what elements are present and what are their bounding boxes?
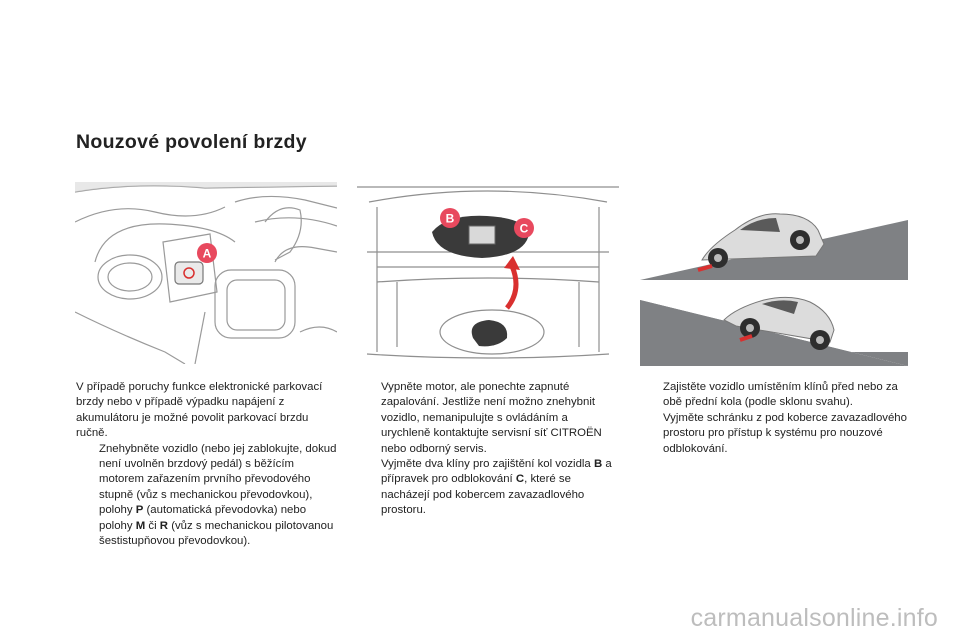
label-b-badge: B [445,211,455,226]
column-2 [358,380,620,519]
label-c-badge: C [519,221,529,236]
slope-illustration [640,190,908,366]
column-1 [76,380,338,549]
label-a-badge: A [202,246,212,261]
bullet-secure-vehicle: Zajistěte vozidlo umístěním klínů před nebo za obě přední kola (podle sklonu svahu). [663,381,898,409]
console-illustration [75,182,337,364]
column-3 [640,380,910,457]
watermark: carmanualsonline.info [690,604,938,632]
trunk-illustration [357,182,619,364]
bullet-engine-off: Vypněte motor, ale ponechte zapnuté zapalování. Jestliže není možno znehybnit vozidlo, nemanipulujte s ovládáním a urychleně kontaktujte servisní síť CITROËN nebo odborný servis. [381,381,602,455]
bullet-remove-chocks: Vyjměte dva klíny pro zajištění kol vozidla B a přípravek pro odblokování C, které se nacházejí pod kobercem zavazadlového prostoru. [381,458,612,517]
bullet-immobilize: Znehybněte vozidlo (nebo jej zablokujte, dokud není uvolněn brzdový pedál) s běžícím motorem zařazením prvního převodového stupně (vůz s mechanickou převodovkou), polohy P (automatická převodovka) nebo polohy M či R (vůz s mechanickou pilotovanou šestistupňovou převodovkou). [99,442,337,548]
intro-paragraph: V případě poruchy funkce elektronické parkovací brzdy nebo v případě výpadku napájení z akumulátoru je možné povolit parkovací brzdu ručně. [76,381,323,440]
page-title: Nouzové povolení brzdy [76,131,307,153]
bullet-remove-box: Vyjměte schránku z pod koberce zavazadlového prostoru pro přístup k systému pro nouzové odblokování. [663,411,907,455]
